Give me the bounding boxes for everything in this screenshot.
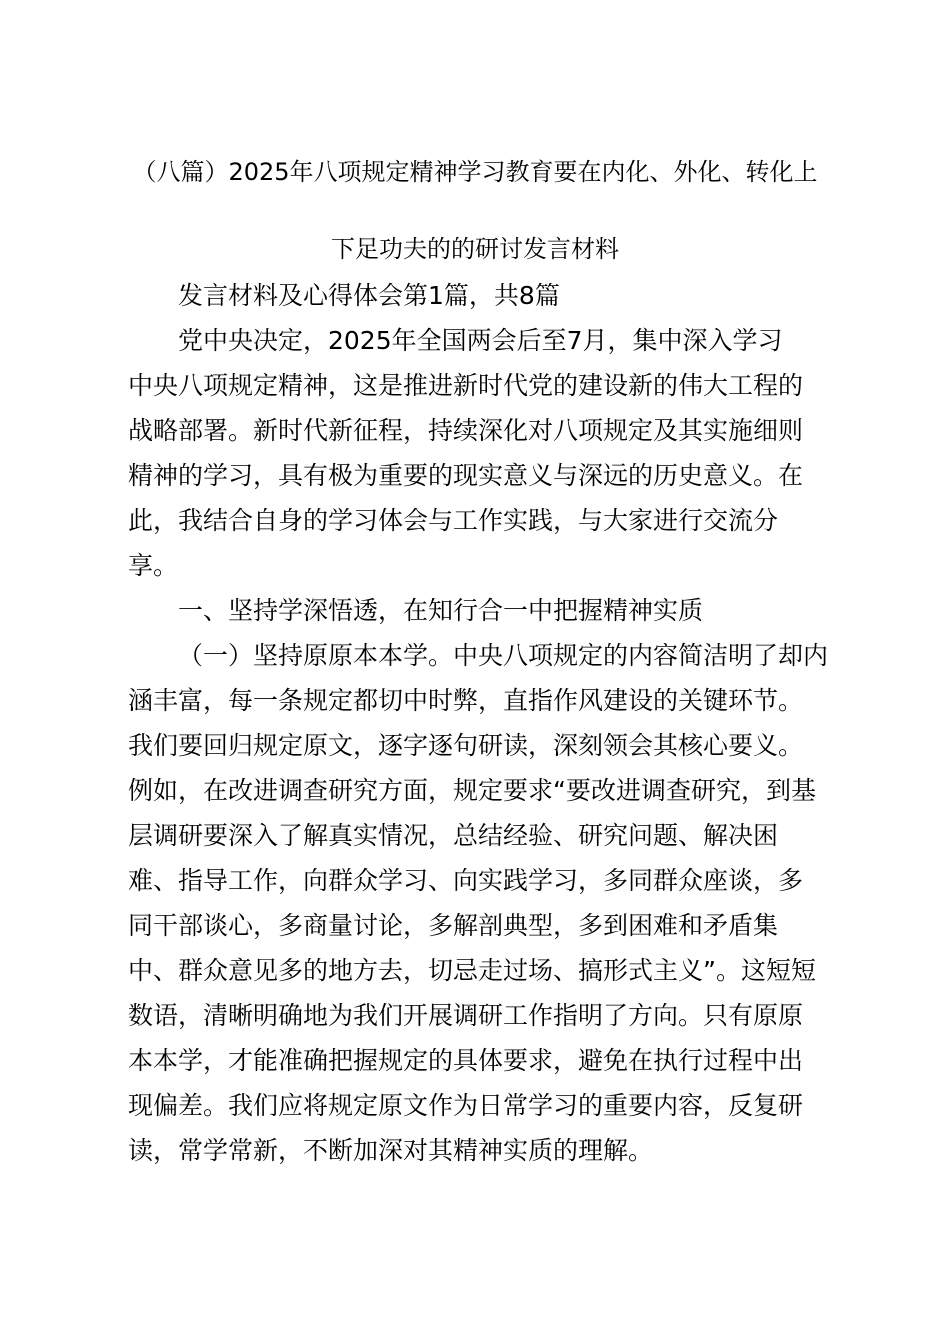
- paragraph-3-line: 现偏差。我们应将规定原文作为日常学习的重要内容，反复研: [128, 1091, 804, 1120]
- document-title-line-1: （八篇）2025年八项规定精神学习教育要在内化、外化、转化上: [132, 158, 818, 186]
- paragraph-1-line: 战略部署。新时代新征程，持续深化对八项规定及其实施细则: [128, 416, 804, 445]
- paragraph-3-line: （一）坚持原原本本学。中央八项规定的内容简洁明了却内: [178, 641, 829, 670]
- paragraph-1-line: 享。: [128, 551, 179, 580]
- paragraph-3-line: 数语，清晰明确地为我们开展调研工作指明了方向。只有原原: [128, 1001, 804, 1030]
- paragraph-3-line: 涵丰富，每一条规定都切中时弊，直指作风建设的关键环节。: [128, 686, 804, 715]
- document-title-line-2: 下足功夫的的研讨发言材料: [331, 235, 619, 263]
- paragraph-1-line: 中央八项规定精神，这是推进新时代党的建设新的伟大工程的: [128, 371, 804, 400]
- paragraph-3-line: 同干部谈心，多商量讨论，多解剖典型，多到困难和矛盾集: [128, 911, 779, 940]
- document-subtitle: 发言材料及心得体会第1篇，共8篇: [178, 281, 560, 310]
- paragraph-3-line: 层调研要深入了解真实情况，总结经验、研究问题、解决困: [128, 821, 779, 850]
- section-heading-1: 一、坚持学深悟透，在知行合一中把握精神实质: [178, 596, 704, 625]
- paragraph-1-line: 党中央决定，2025年全国两会后至7月，集中深入学习: [178, 326, 783, 355]
- paragraph-3-line: 读，常学常新，不断加深对其精神实质的理解。: [128, 1136, 654, 1165]
- paragraph-1-line: 精神的学习，具有极为重要的现实意义与深远的历史意义。在: [128, 461, 804, 490]
- paragraph-3-line: 我们要回归规定原文，逐字逐句研读，深刻领会其核心要义。: [128, 731, 804, 760]
- paragraph-1-line: 此，我结合自身的学习体会与工作实践，与大家进行交流分: [128, 506, 779, 535]
- paragraph-3-line: 中、群众意见多的地方去，切忌走过场、搞形式主义”。这短短: [128, 956, 816, 985]
- paragraph-3-line: 本本学，才能准确把握规定的具体要求，避免在执行过程中出: [128, 1046, 804, 1075]
- paragraph-3-line: 难、指导工作，向群众学习、向实践学习，多同群众座谈，多: [128, 866, 804, 895]
- paragraph-3-line: 例如，在改进调查研究方面，规定要求“要改进调查研究，到基: [128, 776, 816, 805]
